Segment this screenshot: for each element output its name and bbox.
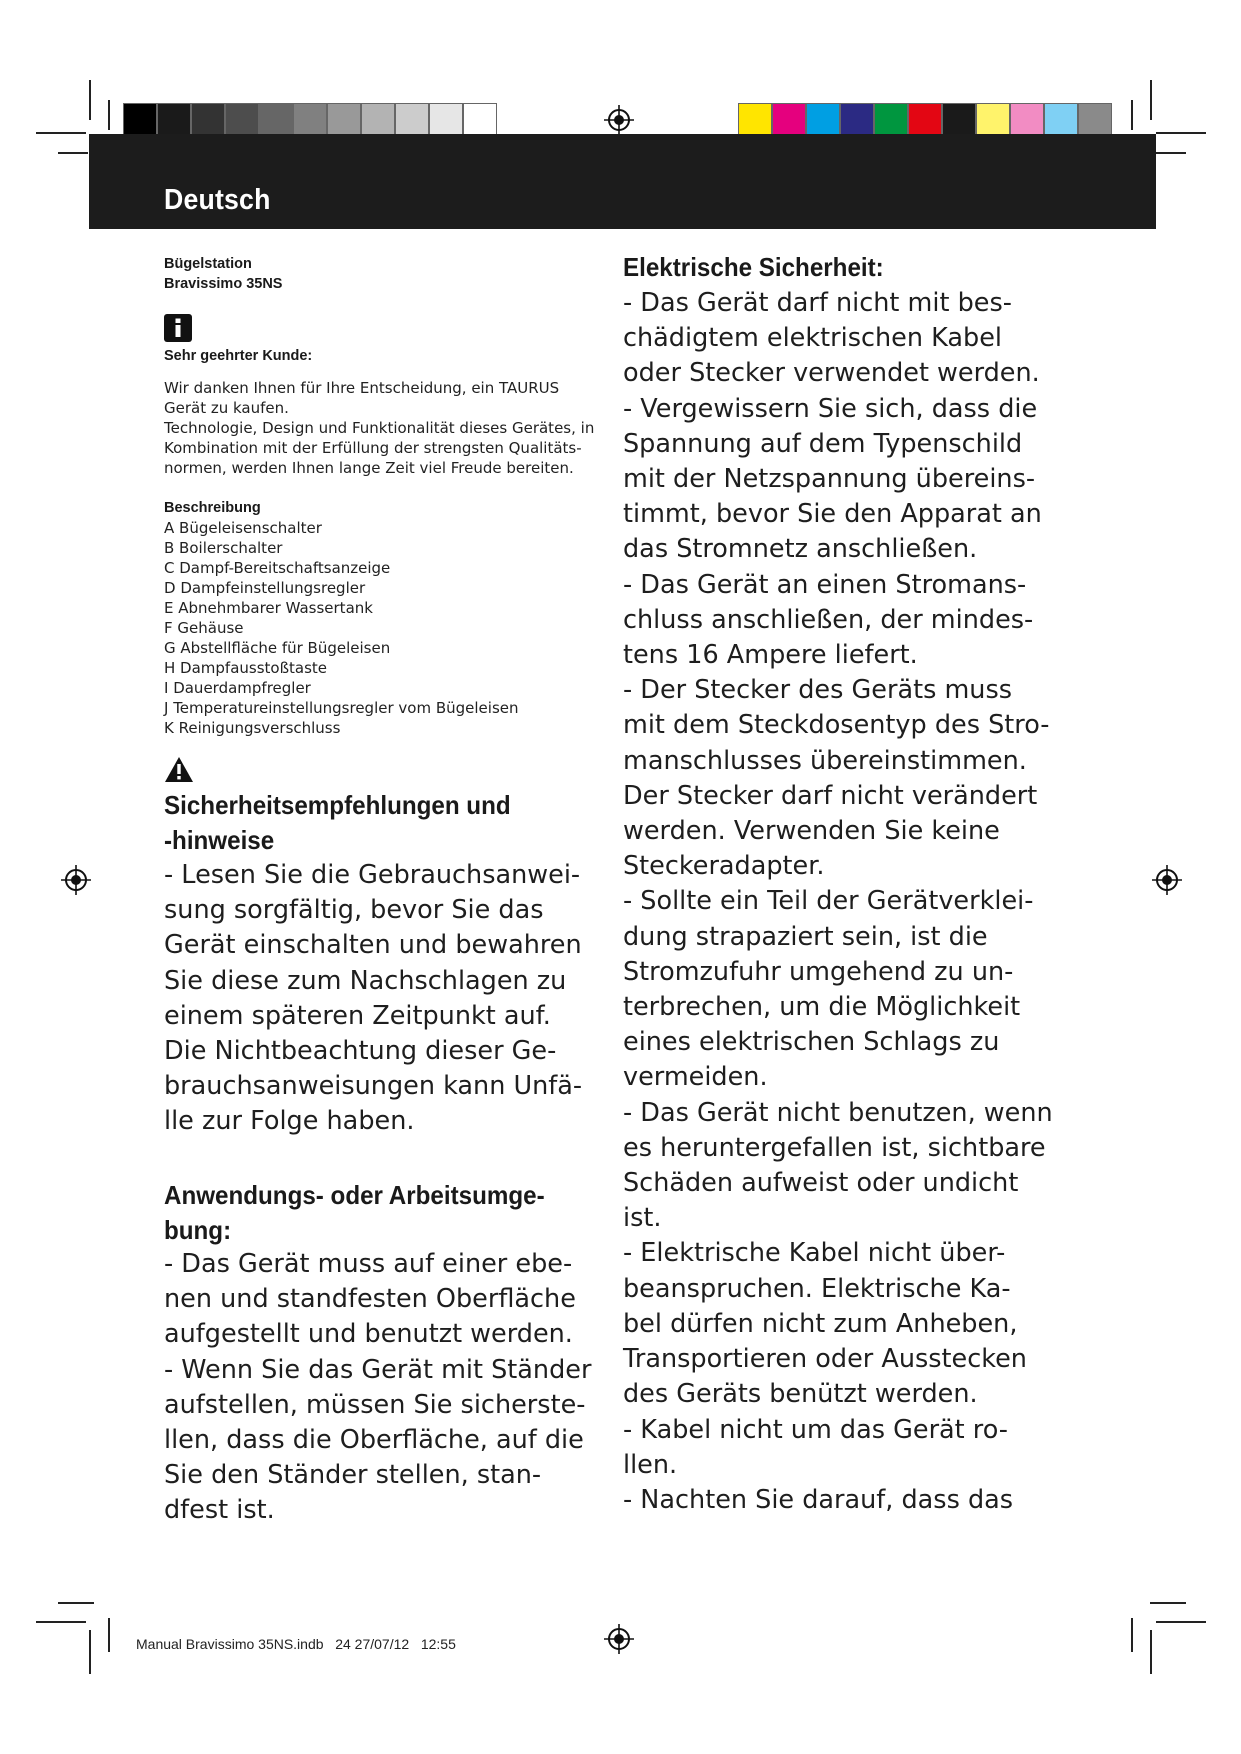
safety-line: brauchsanweisungen kann Unfä- [164,1071,583,1102]
electrical-line: - Das Gerät nicht benutzen, wenn [623,1097,1053,1128]
process-color-swatch [976,103,1010,137]
grayscale-swatch [327,103,361,137]
safety-heading [164,788,537,857]
product-line-2: Bravissimo 35NS [164,276,283,292]
grayscale-swatch [259,103,293,137]
electrical-line: - Nachten Sie darauf, dass das [623,1484,1014,1515]
safety-line: - Lesen Sie die Gebrauchsanwei- [164,860,581,890]
electrical-line: werden. Verwenden Sie keine [623,816,1000,847]
description-item: C Dampf-Bereitschaftsanzeige [164,559,391,577]
grayscale-swatch [429,103,463,137]
crop-mark-bl-h2 [36,1621,86,1623]
safety-text [164,858,604,1140]
description-item: A Bügeleisenschalter [164,519,322,537]
crop-mark-tl-v2 [108,100,110,130]
description-item: E Abnehmbarer Wassertank [164,599,373,617]
electrical-line: Schäden aufweist oder undicht [623,1168,1019,1199]
process-color-swatch [840,103,874,137]
crop-mark-tl-h [36,132,86,134]
greeting-line: Wir danken Ihnen für Ihre Entscheidung, ein TAURUS [164,379,560,397]
electrical-line: ist. [623,1203,662,1234]
header-band [89,134,1156,229]
crop-mark-tr-v [1150,80,1152,120]
process-color-swatch [942,103,976,137]
description-item: B Boilerschalter [164,539,283,557]
environment-heading [164,1178,573,1247]
safety-line: Die Nichtbeachtung dieser Ge- [164,1036,557,1067]
language-title: Deutsch [164,184,271,216]
electrical-line: - Elektrische Kabel nicht über- [623,1238,1006,1269]
electrical-line: Stromzufuhr umgehend zu un- [623,956,1014,987]
electrical-line: Steckeradapter. [623,851,825,882]
left-column [164,254,604,1526]
description-item: F Gehäuse [164,619,244,637]
grayscale-swatch [293,103,327,137]
process-color-swatch [1078,103,1112,137]
safety-heading-line: -hinweise [164,824,275,855]
grayscale-swatch [463,103,497,137]
product-line-1: Bügelstation [164,256,252,272]
electrical-line: beanspruchen. Elektrische Ka- [623,1273,1011,1304]
electrical-line: mit dem Steckdosentyp des Stro- [623,710,1050,741]
process-color-swatch [738,103,772,137]
environment-line: dfest ist. [164,1495,275,1526]
safety-line: lle zur Folge haben. [164,1106,415,1137]
safety-line: einem späteren Zeitpunkt auf. [164,1000,551,1031]
grayscale-swatch [157,103,191,137]
crop-mark-tl-v [89,80,91,120]
crop-mark-br-v [1150,1630,1152,1674]
print-slug: Manual Bravissimo 35NS.indb 24 27/07/12 12:55 [136,1636,456,1652]
electrical-line: timmt, bevor Sie den Apparat an [623,499,1042,530]
electrical-line: - Kabel nicht um das Gerät ro- [623,1414,1008,1445]
electrical-line: - Das Gerät darf nicht mit bes- [623,288,1012,318]
electrical-line: terbrechen, um die Möglichkeit [623,992,1021,1023]
grayscale-swatch [225,103,259,137]
electrical-line: eines elektrischen Schlags zu [623,1027,1000,1058]
electrical-line: oder Stecker verwendet werden. [623,358,1040,389]
electrical-line: vermeiden. [623,1062,768,1093]
electrical-heading: Elektrische Sicherheit: [623,252,884,282]
product-name [164,254,604,294]
registration-mark-bottom [604,1624,634,1654]
electrical-line: - Sollte ein Teil der Gerätverklei- [623,886,1034,917]
electrical-text [623,286,1103,1518]
crop-mark-br-h [1150,1602,1186,1604]
crop-mark-bl-v2 [108,1618,110,1652]
warning-icon [164,756,194,783]
crop-mark-tr-h2 [1156,152,1186,154]
electrical-line: dung strapaziert sein, ist die [623,921,988,952]
environment-line: nen und standfesten Oberfläche [164,1284,576,1315]
electrical-line: des Geräts benützt werden. [623,1379,978,1410]
electrical-line: Spannung auf dem Typenschild [623,428,1023,459]
process-color-swatch [772,103,806,137]
grayscale-swatch [361,103,395,137]
greeting-line: Kombination mit der Erfüllung der strengsten Qualitäts- [164,439,582,457]
environment-line: aufstellen, müssen Sie sicherste- [164,1389,586,1420]
process-color-swatch [908,103,942,137]
electrical-line: - Der Stecker des Geräts muss [623,675,1013,706]
grayscale-swatch [395,103,429,137]
greeting-line: Gerät zu kaufen. [164,399,289,417]
greeting-title: Sehr geehrter Kunde: [164,348,313,364]
electrical-line: llen. [623,1449,678,1480]
safety-heading-line: Sicherheitsempfehlungen und [164,790,511,820]
registration-mark-right [1152,865,1182,895]
environment-text [164,1247,604,1529]
electrical-line: - Das Gerät an einen Stromans- [623,569,1027,600]
registration-mark-left [61,865,91,895]
registration-mark-top [604,105,634,135]
greeting-line: Technologie, Design und Funktionalität dieses Gerätes, in [164,419,595,437]
grayscale-swatch [123,103,157,137]
description-item: J Temperatureinstellungsregler vom Bügeleisen [164,699,519,717]
description-list [164,518,604,738]
safety-line: sung sorgfältig, bevor Sie das [164,895,544,926]
greeting-text [164,378,604,478]
electrical-line: Transportieren oder Ausstecken [623,1344,1027,1375]
process-color-swatch [1010,103,1044,137]
environment-heading-line: Anwendungs- oder Arbeitsumge- [164,1180,545,1210]
crop-mark-br-v2 [1131,1618,1133,1652]
description-item: I Dauerdampfregler [164,679,311,697]
electrical-line: es heruntergefallen ist, sichtbare [623,1132,1046,1163]
description-item: K Reinigungsverschluss [164,719,341,737]
description-item: D Dampfeinstellungsregler [164,579,366,597]
grayscale-swatch [191,103,225,137]
environment-line: - Wenn Sie das Gerät mit Ständer [164,1354,592,1385]
greeting-line: normen, werden Ihnen lange Zeit viel Freude bereiten. [164,459,574,477]
electrical-line: mit der Netzspannung übereins- [623,464,1036,495]
right-column [623,250,1103,1515]
crop-mark-tr-v2 [1131,100,1133,130]
electrical-line: das Stromnetz anschließen. [623,534,978,565]
info-icon [164,314,192,342]
environment-line: Sie den Ständer stellen, stan- [164,1460,542,1491]
description-item: G Abstellfläche für Bügeleisen [164,639,391,657]
process-color-swatch [874,103,908,137]
process-color-swatch [806,103,840,137]
process-color-swatch [1044,103,1078,137]
environment-heading-line: bung: [164,1214,232,1245]
crop-mark-br-h2 [1156,1621,1206,1623]
crop-mark-tr-h [1156,132,1206,134]
crop-mark-bl-v [89,1630,91,1674]
electrical-line: tens 16 Ampere liefert. [623,640,918,671]
environment-line: aufgestellt und benutzt werden. [164,1319,573,1350]
electrical-line: chädigtem elektrischen Kabel [623,323,1002,354]
crop-mark-tl-h2 [58,152,88,154]
environment-line: llen, dass die Oberfläche, auf die [164,1425,584,1456]
safety-line: Sie diese zum Nachschlagen zu [164,965,567,996]
safety-line: Gerät einschalten und bewahren [164,930,582,961]
electrical-line: - Vergewissern Sie sich, dass die [623,393,1038,424]
electrical-line: chluss anschließen, der mindes- [623,604,1034,635]
electrical-line: bel dürfen nicht zum Anheben, [623,1308,1018,1339]
electrical-line: Der Stecker darf nicht verändert [623,780,1038,811]
environment-line: - Das Gerät muss auf einer ebe- [164,1249,573,1279]
description-title: Beschreibung [164,500,261,516]
electrical-line: manschlusses übereinstimmen. [623,745,1027,776]
description-item: H Dampfausstoßtaste [164,659,328,677]
crop-mark-bl-h [58,1602,94,1604]
